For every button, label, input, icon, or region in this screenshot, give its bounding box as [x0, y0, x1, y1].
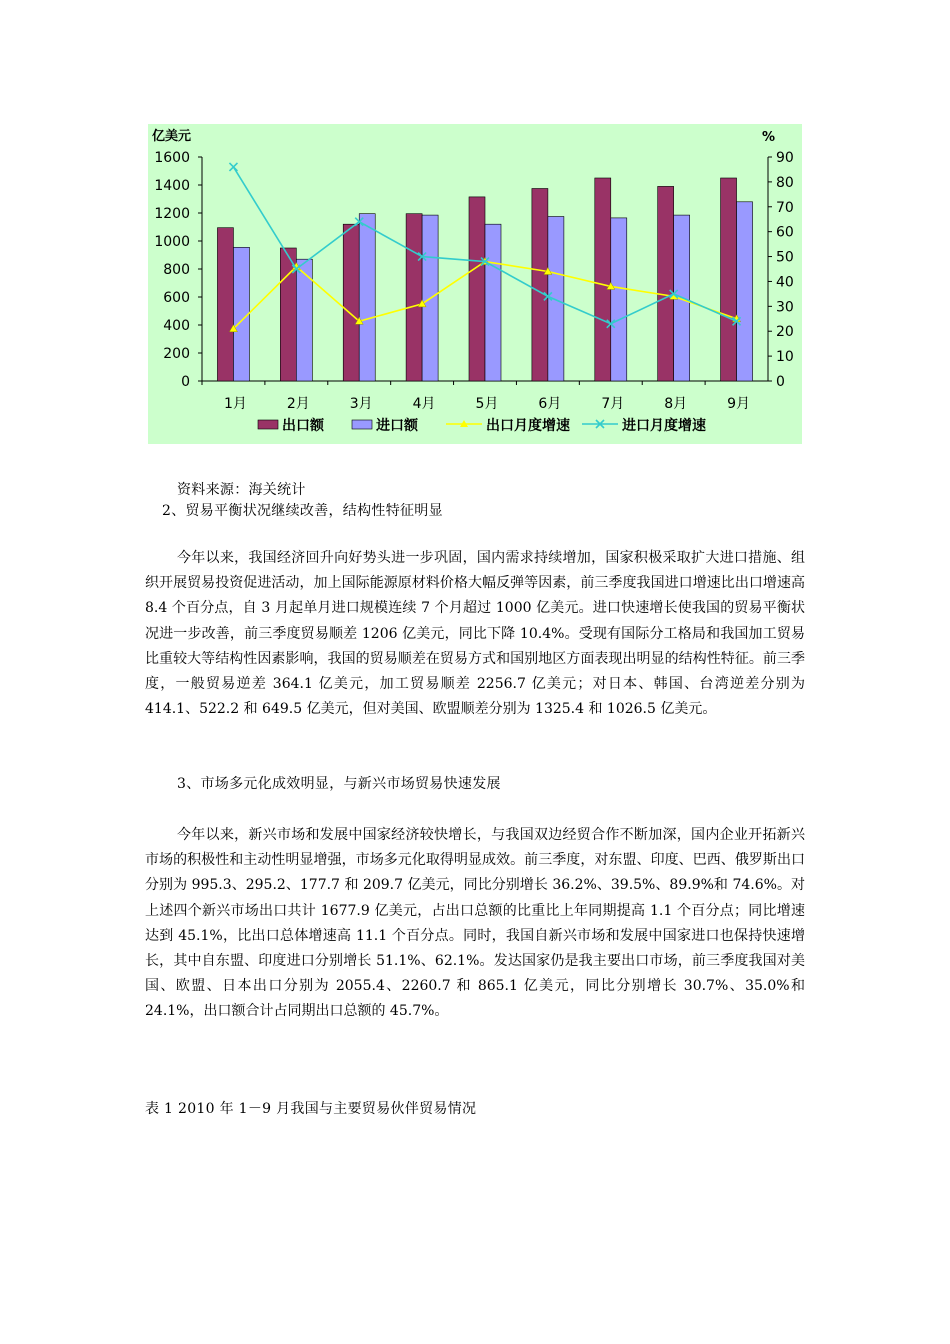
- right-tick-label: 0: [776, 374, 785, 390]
- x-tick-label: 5月: [475, 396, 499, 412]
- left-tick-label: 1000: [154, 234, 190, 250]
- bar-import: [611, 218, 627, 381]
- source-note: 资料来源：海关统计: [177, 482, 306, 498]
- right-tick-label: 40: [776, 274, 794, 291]
- bar-import: [233, 247, 249, 381]
- legend-swatch: [352, 420, 372, 429]
- right-tick-label: 80: [776, 174, 794, 191]
- section-heading-3: 3、市场多元化成效明显，与新兴市场贸易快速发展: [177, 776, 501, 792]
- x-tick-label: 4月: [412, 396, 436, 412]
- bar-export: [217, 228, 233, 381]
- paragraph-trade-balance: [145, 546, 805, 722]
- legend-swatch: [258, 420, 278, 429]
- legend-label: 进口额: [376, 418, 418, 434]
- left-tick-label: 200: [163, 346, 190, 362]
- left-tick-label: 400: [163, 318, 190, 334]
- bar-export: [469, 197, 485, 381]
- right-tick-label: 30: [776, 299, 794, 316]
- x-tick-label: 9月: [727, 396, 751, 412]
- legend-label: 出口月度增速: [486, 418, 570, 434]
- x-tick-label: 2月: [286, 396, 310, 412]
- right-tick-label: 50: [776, 249, 794, 266]
- paragraph-1-text: 今年以来，我国经济回升向好势头进一步巩固，国内需求持续增加，国家积极采取扩大进口措施、组织开展贸易投资促进活动，加上国际能源原材料价格大幅反弹等因素，前三季度我国进口增速比出口增速高 8.4 个百分点，自 3 月起单月进口规模连续 7 个月超过 1000 亿美元。进口快速增长使我国的贸易平衡状况进一步改善，前三季度贸易顺差 1206 亿美元，同比下降 10.4%。受现有国际分工格局和我国加工贸易比重较大等结构性因素影响，我国的贸易顺差在贸易方式和国别地区方面表现出明显的结构性特征。前三季度，一般贸易逆差 364.1 亿美元，加工贸易顺差 2256.7 亿美元；对日本、韩国、台湾逆差分别为 414.1、522.2 和 649.5 亿美元，但对美国、欧盟顺差分别为 1325.4 和 1026.5 亿美元。: [145, 550, 805, 718]
- section-heading-2: 2、贸易平衡状况继续改善，结构性特征明显: [162, 503, 443, 519]
- trade-chart-svg: [148, 124, 802, 444]
- left-tick-label: 800: [163, 262, 190, 278]
- bar-import: [485, 224, 501, 381]
- x-tick-label: 1月: [223, 396, 247, 412]
- bar-import: [359, 214, 375, 381]
- x-tick-label: 3月: [349, 396, 373, 412]
- x-tick-label: 7月: [601, 396, 625, 412]
- bar-import: [737, 202, 753, 381]
- left-tick-label: 600: [163, 290, 190, 306]
- bar-export: [658, 186, 674, 381]
- bar-export: [721, 178, 737, 381]
- left-axis-unit-label: 亿美元: [152, 129, 192, 144]
- right-tick-label: 90: [776, 150, 794, 166]
- trade-chart: [148, 124, 802, 444]
- bar-export: [532, 189, 548, 382]
- x-tick-label: 8月: [664, 396, 688, 412]
- bar-export: [343, 224, 359, 381]
- right-tick-label: 20: [776, 324, 794, 341]
- left-tick-label: 0: [181, 374, 190, 390]
- left-tick-label: 1200: [154, 206, 190, 222]
- x-tick-label: 6月: [538, 396, 562, 412]
- right-tick-label: 70: [776, 199, 794, 216]
- paragraph-market-diversification: [145, 823, 805, 1025]
- right-axis-unit-label: %: [762, 130, 776, 145]
- legend-label: 进口月度增速: [622, 418, 706, 434]
- legend-label: 出口额: [282, 418, 324, 434]
- paragraph-2-text: 今年以来，新兴市场和发展中国家经济较快增长，与我国双边经贸合作不断加深，国内企业开拓新兴市场的积极性和主动性明显增强，市场多元化取得明显成效。前三季度，对东盟、印度、巴西、俄罗斯出口分别为 995.3、295.2、177.7 和 209.7 亿美元，同比分别增长 36.2%、39.5%、89.9%和 74.6%。对上述四个新兴市场出口共计 1677.9 亿美元，占出口总额的比重比上年同期提高 1.1 个百分点；同比增速达到 45.1%，比出口总体增速高 11.1 个百分点。同时，我国自新兴市场和发展中国家进口也保持快速增长，其中自东盟、印度进口分别增长 51.1%、62.1%。发达国家仍是我主要出口市场，前三季度我国对美国、欧盟、日本出口分别为 2055.4、2260.7 和 865.1 亿美元，同比分别增长 30.7%、35.0%和 24.1%，出口额合计占同期出口总额的 45.7%。: [145, 827, 805, 1020]
- right-tick-label: 10: [776, 349, 794, 366]
- left-tick-label: 1600: [154, 150, 190, 166]
- left-tick-label: 1400: [154, 178, 190, 194]
- bar-export: [406, 214, 422, 381]
- bar-export: [595, 178, 611, 381]
- table-caption: 表 1 2010 年 1－9 月我国与主要贸易伙伴贸易情况: [145, 1101, 477, 1117]
- right-tick-label: 60: [776, 224, 794, 241]
